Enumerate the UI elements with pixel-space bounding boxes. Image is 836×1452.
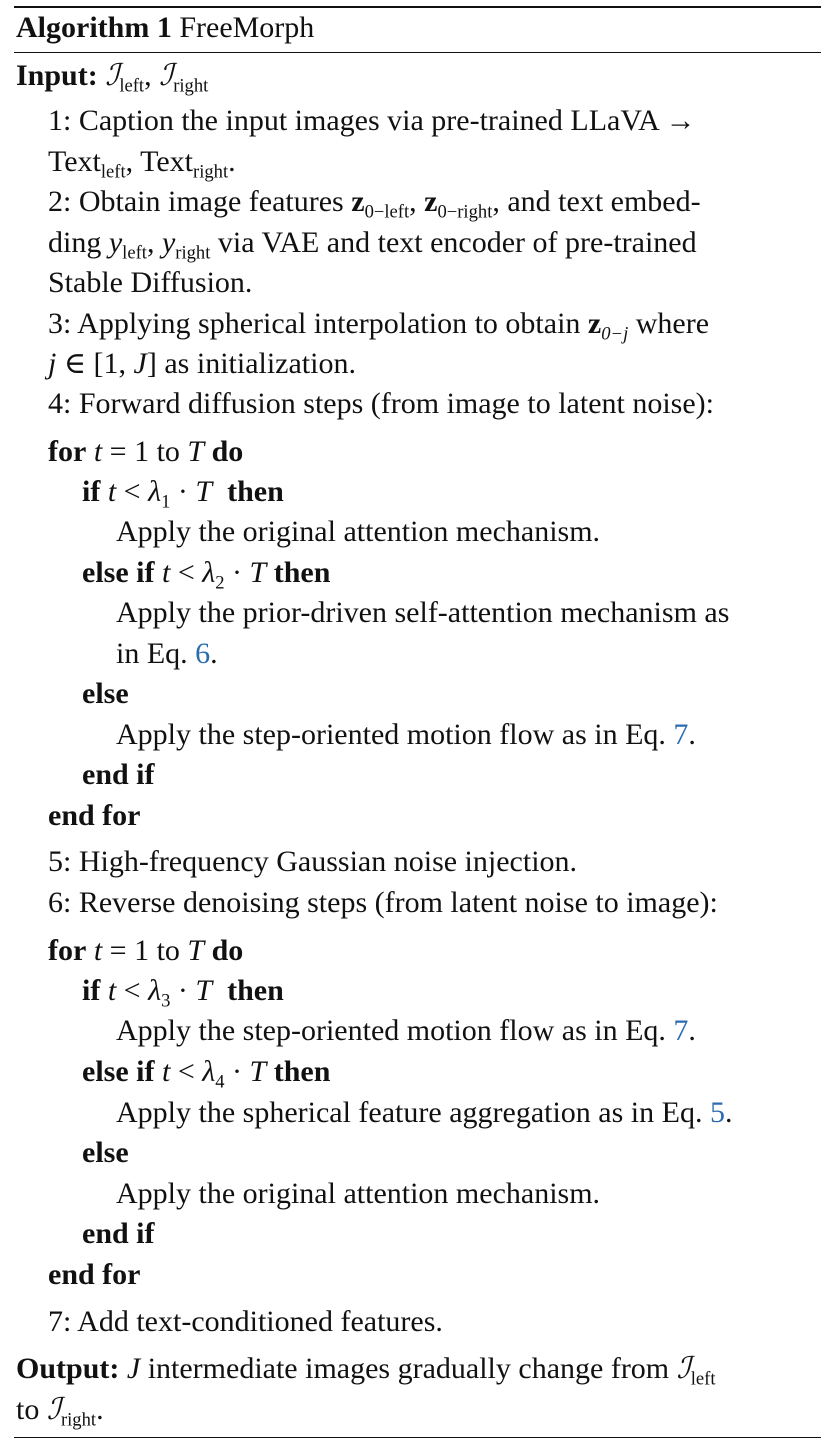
step-2-cont: ding $y_{left}$, $y_{right}$ via VAE and text encoder of pre-trained (48, 226, 697, 264)
eq-7-link[interactable]: 7 (673, 1014, 689, 1047)
bottom-rule (14, 1437, 821, 1438)
eq-6-link[interactable]: 6 (195, 637, 211, 670)
eq-7-link[interactable]: 7 (673, 718, 689, 751)
forward-endfor-line: end for (48, 799, 141, 832)
reverse-action-1: Apply the step-oriented motion flow as in Eq. 7. (116, 1014, 696, 1047)
forward-for-line: for t = 1 to T do (48, 435, 244, 468)
header-rule (14, 52, 821, 53)
reverse-action-3: Apply the original attention mechanism. (116, 1177, 601, 1210)
step-2-cont2: Stable Diffusion. (48, 266, 253, 299)
forward-endif-line: end if (82, 758, 155, 791)
reverse-else-line: else (82, 1136, 129, 1169)
step-7: 7: Add text-conditioned features. (48, 1305, 443, 1338)
step-6: 6: Reverse denoising steps (from latent noise to image): (48, 886, 718, 919)
step-4: 4: Forward diffusion steps (from image to latent noise): (48, 387, 714, 420)
step-3: 3: Applying spherical interpolation to obtain $z_{0-j}$ where (48, 307, 710, 345)
algorithm-label: Algorithm 1 (16, 11, 172, 44)
forward-elseif-line: else if $t < \lambda_2 \cdot T$ then (82, 556, 331, 594)
top-rule (14, 6, 821, 8)
step-1-cont: Text$_{left}$, Text$_{right}$. (48, 145, 236, 183)
reverse-for-line: for t = 1 to T do (48, 934, 244, 967)
reverse-elseif-line: else if $t < \lambda_4 \cdot T$ then (82, 1055, 331, 1093)
eq-5-link[interactable]: 5 (709, 1096, 725, 1129)
step-2: 2: Obtain image features $z_{0-left}$, $z_{0-right}$, and text embed- (48, 185, 701, 223)
forward-action-2: Apply the prior-driven self-attention mechanism as (116, 596, 730, 629)
output-line: Output: J intermediate images gradually change from ℐ$_{left}$ (16, 1352, 716, 1390)
algorithm-title (16, 10, 314, 46)
reverse-endif-line: end if (82, 1217, 155, 1250)
forward-action-3: Apply the step-oriented motion flow as in Eq. 7. (116, 718, 696, 751)
input-label: Input: (16, 59, 98, 92)
forward-if-line: if $t < \lambda_1 \cdot T$ then (82, 475, 284, 513)
forward-else-line: else (82, 677, 129, 710)
forward-action-2-cont: in Eq. 6. (116, 637, 218, 670)
algorithm-name: FreeMorph (179, 11, 315, 44)
input-line: Input: ℐ$_{left}$, ℐ$_{right}$ (16, 59, 209, 97)
reverse-if-line: if $t < \lambda_3 \cdot T$ then (82, 974, 284, 1012)
output-label: Output: (16, 1352, 120, 1385)
step-1: 1: Caption the input images via pre-trained LLaVA → (48, 104, 696, 137)
step-5: 5: High-frequency Gaussian noise injection. (48, 845, 578, 878)
output-line-cont: to ℐ$_{right}$. (16, 1393, 104, 1431)
reverse-endfor-line: end for (48, 1258, 141, 1291)
forward-action-1: Apply the original attention mechanism. (116, 515, 601, 548)
step-3-cont: j ∈ [1, J] as initialization. (48, 347, 356, 380)
reverse-action-2: Apply the spherical feature aggregation as in Eq. 5. (116, 1096, 733, 1129)
